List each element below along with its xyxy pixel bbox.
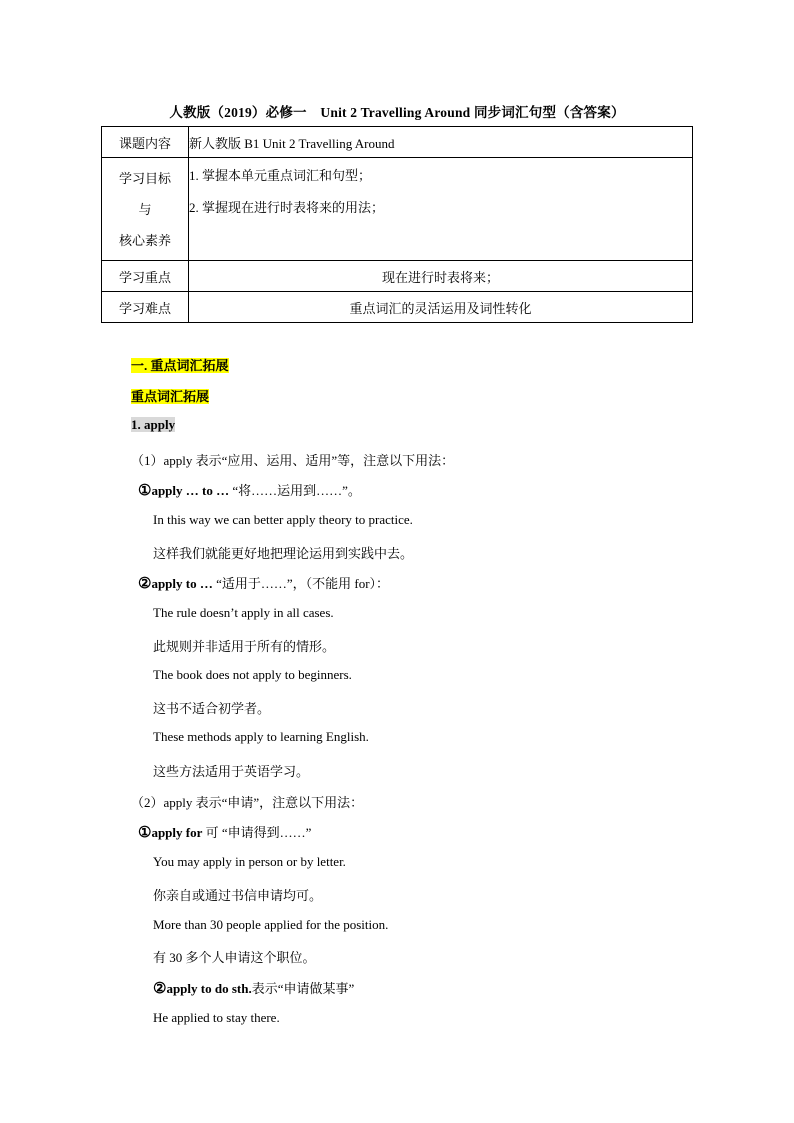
- example-zh: 这书不适合初学者。: [153, 701, 271, 716]
- phrase: apply to …: [151, 576, 213, 591]
- goal-item: 1. 掌握本单元重点词汇和句型；: [189, 168, 372, 183]
- focus-value: 现在进行时表将来；: [189, 261, 693, 292]
- usage-intro-2: （2）apply 表示“申请”，注意以下用法：: [131, 795, 364, 810]
- lesson-info-table: [101, 126, 693, 323]
- focus-label: 学习重点: [102, 261, 189, 292]
- goals-value: [189, 158, 693, 261]
- table-row: [102, 261, 693, 292]
- phrase: apply for: [151, 825, 203, 840]
- example-en: The book does not apply to beginners.: [153, 667, 352, 682]
- example-zh: 此规则并非适用于所有的情形。: [153, 639, 336, 654]
- goals-label-line: 核心素养: [118, 232, 171, 248]
- phrase-meaning: 表示“申请做某事”: [251, 981, 355, 996]
- usage-point: [153, 978, 354, 998]
- section-subheading-text: 重点词汇拓展: [131, 389, 210, 404]
- example-zh: 你亲自或通过书信申请均可。: [153, 888, 323, 903]
- phrase-meaning: “将……运用到……”。: [229, 483, 361, 498]
- goals-label-line: 与: [138, 201, 152, 217]
- table-row: [102, 158, 693, 261]
- usage-point: [138, 573, 389, 593]
- section-heading: [131, 355, 229, 374]
- usage-point: [138, 480, 361, 500]
- phrase: apply … to …: [151, 483, 230, 498]
- table-row: [102, 292, 693, 323]
- section-subheading: [131, 386, 209, 405]
- phrase: apply to do sth.: [166, 981, 252, 996]
- difficulty-value: 重点词汇的灵活运用及词性转化: [189, 292, 693, 323]
- circled-number: ②: [153, 981, 167, 997]
- word-heading: [131, 417, 175, 433]
- phrase-meaning: “适用于……”，（不能用 for）：: [212, 576, 390, 591]
- example-en: He applied to stay there.: [153, 1010, 280, 1025]
- section-heading-text: 一. 重点词汇拓展: [131, 358, 229, 373]
- example-en: In this way we can better apply theory to practice.: [153, 512, 413, 527]
- goals-label: [102, 158, 189, 261]
- example-en: More than 30 people applied for the position.: [153, 917, 389, 932]
- example-zh: 这样我们就能更好地把理论运用到实践中去。: [153, 546, 414, 561]
- table-row: [102, 127, 693, 158]
- usage-intro-1: （1）apply 表示“应用、运用、适用”等，注意以下用法：: [131, 453, 455, 468]
- example-zh: 这些方法适用于英语学习。: [153, 764, 310, 779]
- example-en: These methods apply to learning English.: [153, 729, 369, 744]
- topic-label: 课题内容: [102, 127, 189, 158]
- goals-label-line: 学习目标: [118, 170, 171, 186]
- difficulty-label: 学习难点: [102, 292, 189, 323]
- circled-number: ①: [138, 825, 152, 841]
- word-heading-text: 1. apply: [131, 417, 176, 432]
- phrase-meaning: 可 “申请得到……”: [202, 825, 312, 840]
- example-en: You may apply in person or by letter.: [153, 854, 346, 869]
- circled-number: ②: [138, 576, 152, 592]
- usage-point: [138, 822, 311, 842]
- topic-value: 新人教版 B1 Unit 2 Travelling Around: [189, 127, 693, 158]
- example-en: The rule doesn’t apply in all cases.: [153, 605, 334, 620]
- document-title: 人教版（2019）必修一 Unit 2 Travelling Around 同步词汇句型（含答案）: [169, 105, 625, 120]
- circled-number: ①: [138, 483, 152, 499]
- example-zh: 有 30 多个人申请这个职位。: [153, 950, 316, 965]
- goal-item: 2. 掌握现在进行时表将来的用法；: [189, 200, 385, 215]
